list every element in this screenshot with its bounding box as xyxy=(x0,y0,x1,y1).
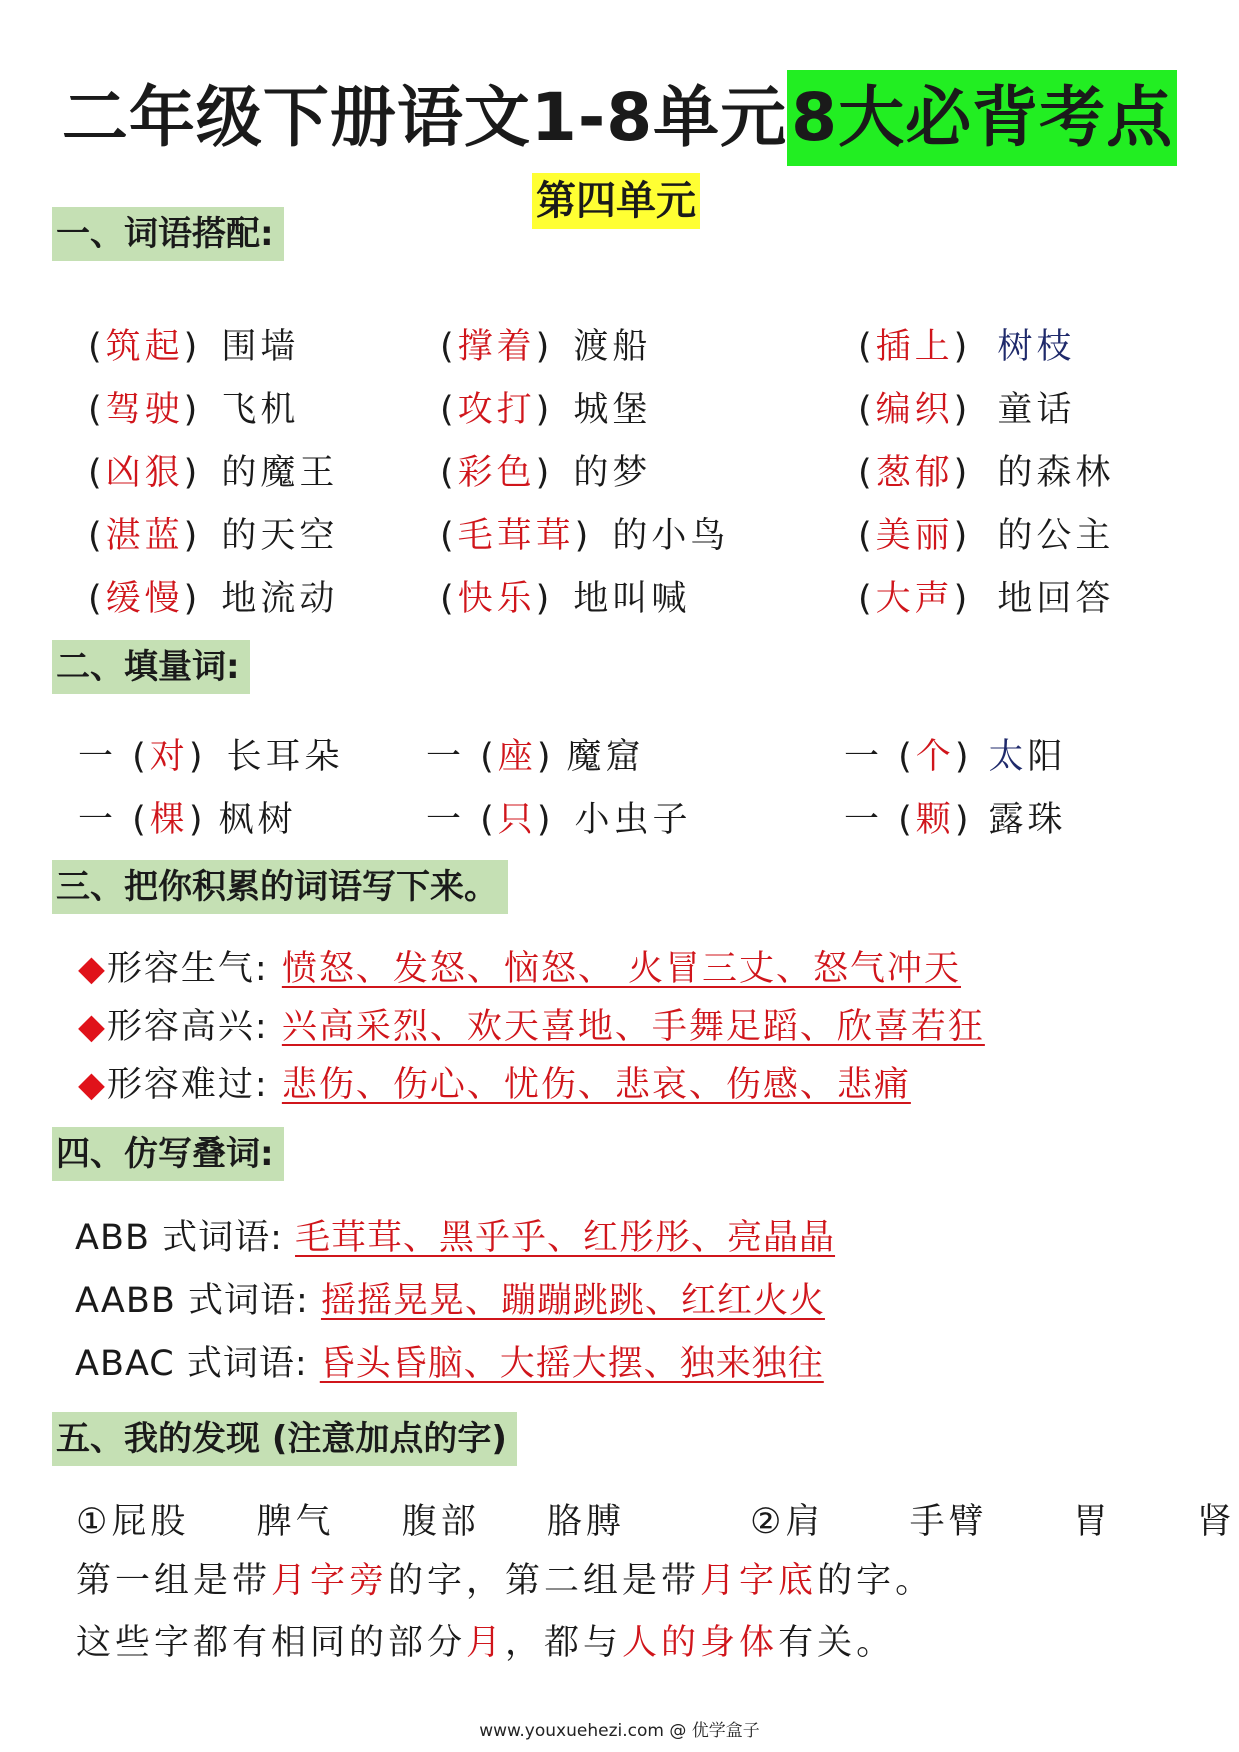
phrase-item: (彩色) 的梦 xyxy=(440,453,652,493)
footer-watermark: www.youxuehezi.com @ 优学盒子 xyxy=(479,1721,760,1741)
section-1-header: 一、词语搭配: xyxy=(52,207,284,261)
measure-word-item: 一 (座) 魔窟 xyxy=(426,737,645,777)
section-5-header: 五、我的发现 (注意加点的字) xyxy=(52,1412,517,1466)
word-list-row: ◆形容难过: 悲伤、伤心、忧伤、悲哀、伤感、悲痛 xyxy=(78,1065,911,1105)
page-title xyxy=(0,70,1239,166)
phrase-item: (驾驶) 飞机 xyxy=(88,390,300,430)
reduplication-row: ABB 式词语: 毛茸茸、黑乎乎、红彤彤、亮晶晶 xyxy=(75,1218,836,1258)
measure-word-item: 一 (个) 太阳 xyxy=(844,737,1067,777)
phrase-item: (撑着) 渡船 xyxy=(440,327,652,367)
section-4-header: 四、仿写叠词: xyxy=(52,1127,284,1181)
unit-subtitle: 第四单元 xyxy=(532,173,700,229)
section-3-header: 三、把你积累的词语写下来。 xyxy=(52,860,508,914)
phrase-item: (大声) 地回答 xyxy=(858,579,1115,619)
title-main: 二年级下册语文1-8单元 xyxy=(61,79,788,156)
title-highlight: 8大必背考点 xyxy=(787,70,1177,166)
phrase-item: (湛蓝) 的天空 xyxy=(88,516,339,556)
phrase-item: (缓慢) 地流动 xyxy=(88,579,339,619)
phrase-item: (葱郁) 的森林 xyxy=(858,453,1115,493)
diamond-bullet-icon: ◆ xyxy=(78,1007,107,1047)
discovery-line-1: 第一组是带月字旁的字，第二组是带月字底的字。 xyxy=(76,1561,935,1601)
measure-word-item: 一 (棵) 枫树 xyxy=(78,800,297,840)
phrase-item: (筑起) 围墙 xyxy=(88,327,300,367)
discovery-words-row: ①屁股 脾气 腹部 胳膊 ②肩 手臂 胃 肾 xyxy=(76,1502,1236,1542)
phrase-item: (快乐) 地叫喊 xyxy=(440,579,691,619)
phrase-item: (毛茸茸) 的小鸟 xyxy=(440,516,730,556)
phrase-item: (插上) 树枝 xyxy=(858,327,1076,367)
phrase-item: (美丽) 的公主 xyxy=(858,516,1115,556)
section-2-header: 二、填量词: xyxy=(52,640,250,694)
phrase-item: (攻打) 城堡 xyxy=(440,390,652,430)
word-list-row: ◆形容生气: 愤怒、发怒、恼怒、 火冒三丈、怒气冲天 xyxy=(78,949,961,989)
phrase-item: (凶狠) 的魔王 xyxy=(88,453,339,493)
reduplication-row: ABAC 式词语: 昏头昏脑、大摇大摆、独来独往 xyxy=(75,1344,824,1384)
reduplication-row: AABB 式词语: 摇摇晃晃、蹦蹦跳跳、红红火火 xyxy=(75,1281,825,1321)
word-list-row: ◆形容高兴: 兴高采烈、欢天喜地、手舞足蹈、欣喜若狂 xyxy=(78,1007,985,1047)
discovery-line-2: 这些字都有相同的部分月，都与人的身体有关。 xyxy=(76,1623,896,1663)
measure-word-item: 一 (只) 小虫子 xyxy=(426,800,692,840)
measure-word-item: 一 (对) 长耳朵 xyxy=(78,737,344,777)
diamond-bullet-icon: ◆ xyxy=(78,1065,107,1105)
phrase-item: (编织) 童话 xyxy=(858,390,1076,430)
measure-word-item: 一 (颗) 露珠 xyxy=(844,800,1067,840)
diamond-bullet-icon: ◆ xyxy=(78,949,107,989)
